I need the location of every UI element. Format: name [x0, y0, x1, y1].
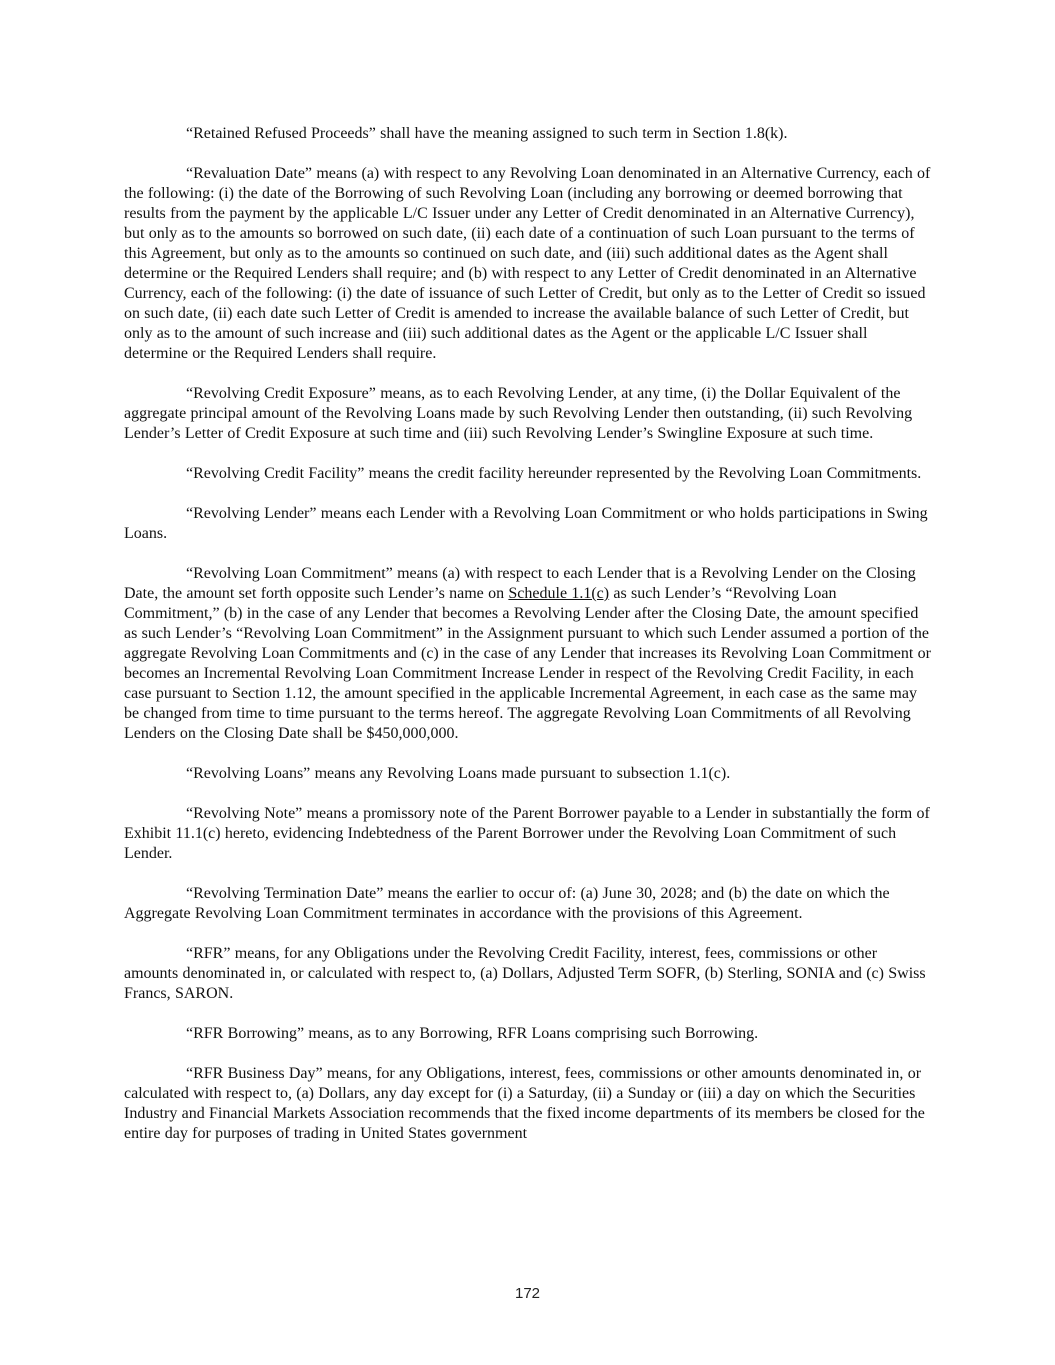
definition-revolving-loans: “Revolving Loans” means any Revolving Loans made pursuant to subsection 1.1(c).	[186, 765, 731, 782]
definition-revolving-lender: “Revolving Lender” means each Lender with a Revolving Loan Commitment or who holds participations in Swing Loans.	[124, 505, 928, 542]
definition-text-after-link: as such Lender’s “Revolving Loan Commitment,” (b) in the case of any Lender that becomes a Revolving Lender after the Closing Date, the amount specified as such Lender’s “Revolving Loan Commitment” in the Assignment pursuant to which such Lender assumed a portion of the aggregate Revolving Loan Commitments and (c) in the case of any Lender that increases its Revolving Loan Commitment or becomes an Incremental Revolving Loan Commitment Increase Lender in respect of the Revolving Credit Facility, in each case pursuant to Section 1.12, the amount specified in the applicable Incremental Agreement, in each case as the same may be changed from time to time pursuant to the terms hereof. The aggregate Revolving Loan Commitments of all Revolving Lenders on the Closing Date shall be $450,000,000.	[124, 585, 931, 742]
definitions-section	[124, 124, 934, 1164]
definition-revaluation-date: “Revaluation Date” means (a) with respect to any Revolving Loan denominated in an Alternative Currency, each of the following: (i) the date of the Borrowing of such Revolving Loan (including any borrowing or deemed borrowing that results from the payment by the applicable L/C Issuer under any Letter of Credit denominated in an Alternative Currency), but only as to the amounts so borrowed on such date, (ii) each date of a continuation of such Loan pursuant to the terms of this Agreement, but only as to the amounts so continued on such date, and (iii) such additional dates as the Agent shall determine or the Required Lenders shall require; and (b) with respect to any Letter of Credit denominated in an Alternative Currency, each of the following: (i) the date of issuance of such Letter of Credit, but only as to the Letter of Credit so issued on such date, (ii) each date such Letter of Credit is amended to increase the available balance of such Letter of Credit, but only as to the amount of such increase and (iii) such additional dates as the Agent or the applicable L/C Issuer shall determine or the Required Lenders shall require.	[124, 165, 931, 362]
definition-revolving-termination-date: “Revolving Termination Date” means the earlier to occur of: (a) June 30, 2028; and (b) the date on which the Aggregate Revolving Loan Commitment terminates in accordance with the provisions of this Agreement.	[124, 885, 890, 922]
definition-text-before-link: “Revolving Loan Commitment” means (a) with respect to each Lender that is a Revolving Lender on the Closing Date, the amount set forth opposite such Lender’s name on	[124, 565, 916, 602]
definition-revolving-credit-facility: “Revolving Credit Facility” means the credit facility hereunder represented by the Revolving Loan Commitments.	[186, 465, 922, 482]
definition-rfr-business-day: “RFR Business Day” means, for any Obligations, interest, fees, commissions or other amounts denominated in, or calculated with respect to, (a) Dollars, any day except for (i) a Saturday, (ii) a Sunday or (iii) a day on which the Securities Industry and Financial Markets Association recommends that the fixed income departments of its members be closed for the entire day for purposes of trading in United States government	[124, 1065, 925, 1142]
definition-revolving-loan-commitment	[124, 564, 934, 744]
schedule-1-1-c-reference: Schedule 1.1(c)	[508, 585, 610, 602]
definition-revolving-note: “Revolving Note” means a promissory note of the Parent Borrower payable to a Lender in substantially the form of Exhibit 11.1(c) hereto, evidencing Indebtedness of the Parent Borrower under the Revolving Loan Commitment of such Lender.	[124, 805, 930, 862]
definition-rfr-borrowing: “RFR Borrowing” means, as to any Borrowing, RFR Loans comprising such Borrowing.	[186, 1025, 759, 1042]
definition-retained-refused-proceeds: “Retained Refused Proceeds” shall have the meaning assigned to such term in Section 1.8(k).	[186, 125, 788, 142]
definition-revolving-credit-exposure: “Revolving Credit Exposure” means, as to each Revolving Lender, at any time, (i) the Dollar Equivalent of the aggregate principal amount of the Revolving Loans made by such Revolving Lender then outstanding, (ii) such Revolving Lender’s Letter of Credit Exposure at such time and (iii) such Revolving Lender’s Swingline Exposure at such time.	[124, 385, 913, 442]
definition-rfr: “RFR” means, for any Obligations under the Revolving Credit Facility, interest, fees, commissions or other amounts denominated in, or calculated with respect to, (a) Dollars, Adjusted Term SOFR, (b) Sterling, SONIA and (c) Swiss Francs, SARON.	[124, 945, 926, 1002]
page-number: 172	[514, 1285, 541, 1302]
